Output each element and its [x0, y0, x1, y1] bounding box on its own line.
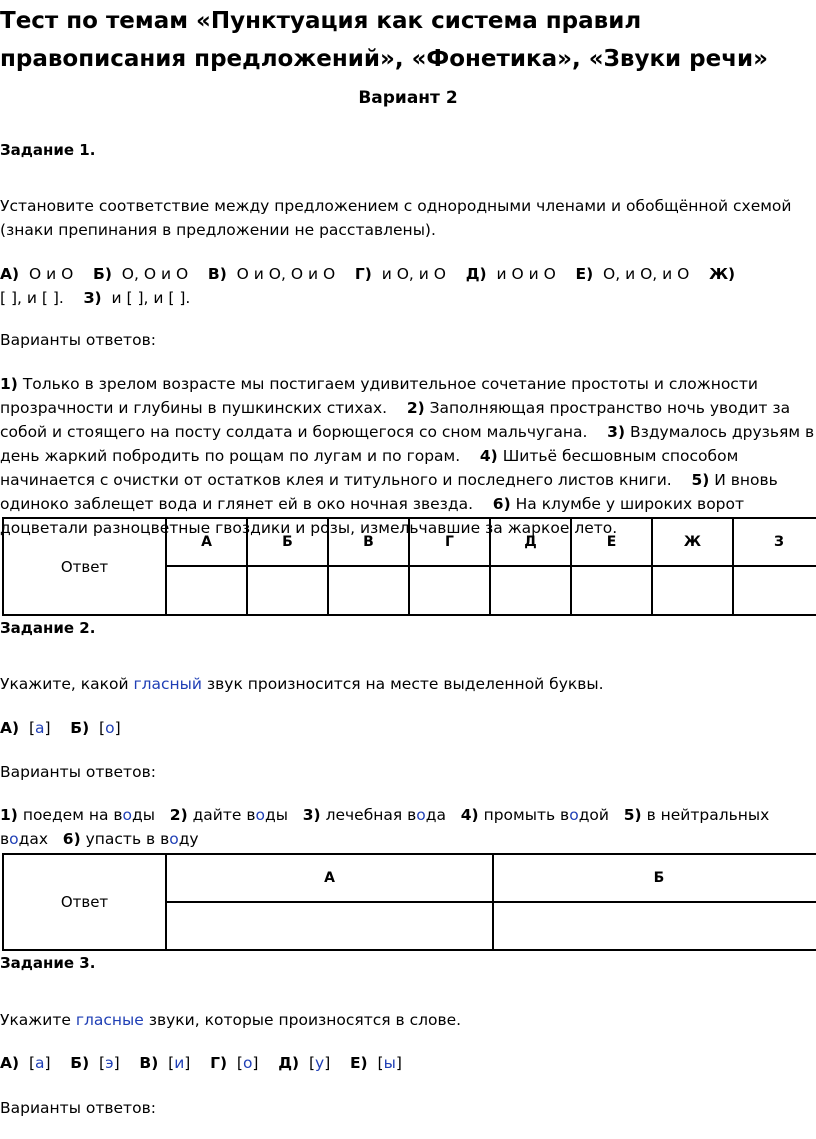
answer-cell[interactable] — [652, 566, 733, 615]
task1-heading: Задание 1. — [0, 141, 96, 159]
sentence-5: 5) И вновь одиноко заблещет вода и глянет ей в око ночная звезда. — [0, 471, 778, 513]
word-item-4: 4) промыть водой — [460, 806, 609, 824]
task1-instruction: Установите соответствие между предложением с однородными членами и обобщённой схемой (знаки препинания в предложении не расставлены). — [0, 197, 792, 239]
option-b: Б) [э] — [70, 1054, 120, 1072]
answer-cell[interactable] — [409, 566, 490, 615]
column-header: Б — [493, 854, 816, 902]
option-d: Д) и О и О — [465, 265, 556, 283]
task2-instruction: Укажите, какой гласный звук произносится на месте выделенной буквы. — [0, 675, 604, 693]
task3-instruction: Укажите гласные звуки, которые произносятся в слове. — [0, 1011, 462, 1029]
column-header: Б — [247, 518, 328, 566]
answer-cell[interactable] — [247, 566, 328, 615]
option-g: Г) и О, и О — [354, 265, 446, 283]
option-e: Е) [ы] — [349, 1054, 402, 1072]
task2-answer-table — [2, 853, 816, 951]
option-g: Г) [о] — [210, 1054, 259, 1072]
answer-cell[interactable] — [493, 902, 816, 950]
option-a: А) [а] — [0, 719, 51, 737]
sentence-4: 4) Шитьё бесшовным способом начинается с очистки от остатков клея и титульного и последнего листов книги. — [0, 447, 739, 489]
column-header: З — [733, 518, 816, 566]
column-header: Г — [409, 518, 490, 566]
word-item-2: 2) дайте воды — [169, 806, 288, 824]
sentence-3: 3) Вздумалось друзьям в день жаркий побродить по рощам по лугам и по горам. — [0, 423, 815, 465]
answer-cell[interactable] — [733, 566, 816, 615]
column-header: А — [166, 518, 247, 566]
answer-row-label: Ответ — [3, 854, 166, 950]
column-header: Д — [490, 518, 571, 566]
option-z: З) и [ ], и [ ]. — [83, 289, 191, 307]
option-v: В) [и] — [139, 1054, 191, 1072]
task3-heading: Задание 3. — [0, 954, 96, 972]
answer-cell[interactable] — [571, 566, 652, 615]
variant-heading: Вариант 2 — [358, 88, 458, 108]
sentence-6: 6) На клумбе у широких ворот доцветали разноцветные гвоздики и розы, измельчавшие за жаркое лето. — [0, 495, 745, 537]
task2-items — [0, 803, 816, 851]
option-v: В) О и О, О и О — [207, 265, 336, 283]
highlight-word: гласные — [75, 1011, 144, 1029]
word-item-6: 6) упасть в воду — [62, 830, 199, 848]
word-item-3: 3) лечебная вода — [302, 806, 446, 824]
task1-answer-table — [2, 517, 816, 616]
option-d: Д) [у] — [278, 1054, 331, 1072]
answer-cell[interactable] — [328, 566, 409, 615]
answer-row-label: Ответ — [3, 518, 166, 615]
option-e: Е) О, и О, и О — [575, 265, 690, 283]
task3-options — [0, 1051, 816, 1075]
highlight-word: гласный — [133, 675, 202, 693]
task2-options — [0, 716, 816, 740]
answer-cell[interactable] — [166, 902, 493, 950]
answer-cell[interactable] — [166, 566, 247, 615]
word-item-1: 1) поедем на воды — [0, 806, 155, 824]
task1-answers-label: Варианты ответов: — [0, 331, 156, 349]
column-header: Ж — [652, 518, 733, 566]
option-b: Б) О, О и О — [93, 265, 189, 283]
task1-sentences — [0, 372, 816, 540]
sentence-2: 2) Заполняющая пространство ночь уводит за собой и стоящего на посту солдата и борющегося со сном мальчугана. — [0, 399, 791, 441]
task1-options — [0, 262, 816, 310]
sentence-1: 1) Только в зрелом возрасте мы постигаем удивительное сочетание простоты и сложности прозрачности и глубины в пушкинских стихах. — [0, 375, 758, 417]
task2-heading: Задание 2. — [0, 619, 96, 637]
task3-answers-label: Варианты ответов: — [0, 1099, 156, 1117]
page-title: Тест по темам «Пунктуация как система правил правописания предложений», «Фонетика», «Звуки речи» — [0, 8, 769, 72]
option-zh: Ж) [ ], и [ ]. — [0, 265, 736, 307]
option-a: А) О и О — [0, 265, 74, 283]
column-header: А — [166, 854, 493, 902]
column-header: В — [328, 518, 409, 566]
option-b: Б) [о] — [70, 719, 121, 737]
task2-answers-label: Варианты ответов: — [0, 763, 156, 781]
option-a: А) [а] — [0, 1054, 51, 1072]
answer-cell[interactable] — [490, 566, 571, 615]
column-header: Е — [571, 518, 652, 566]
word-item-5: 5) в нейтральных водах — [0, 806, 770, 848]
